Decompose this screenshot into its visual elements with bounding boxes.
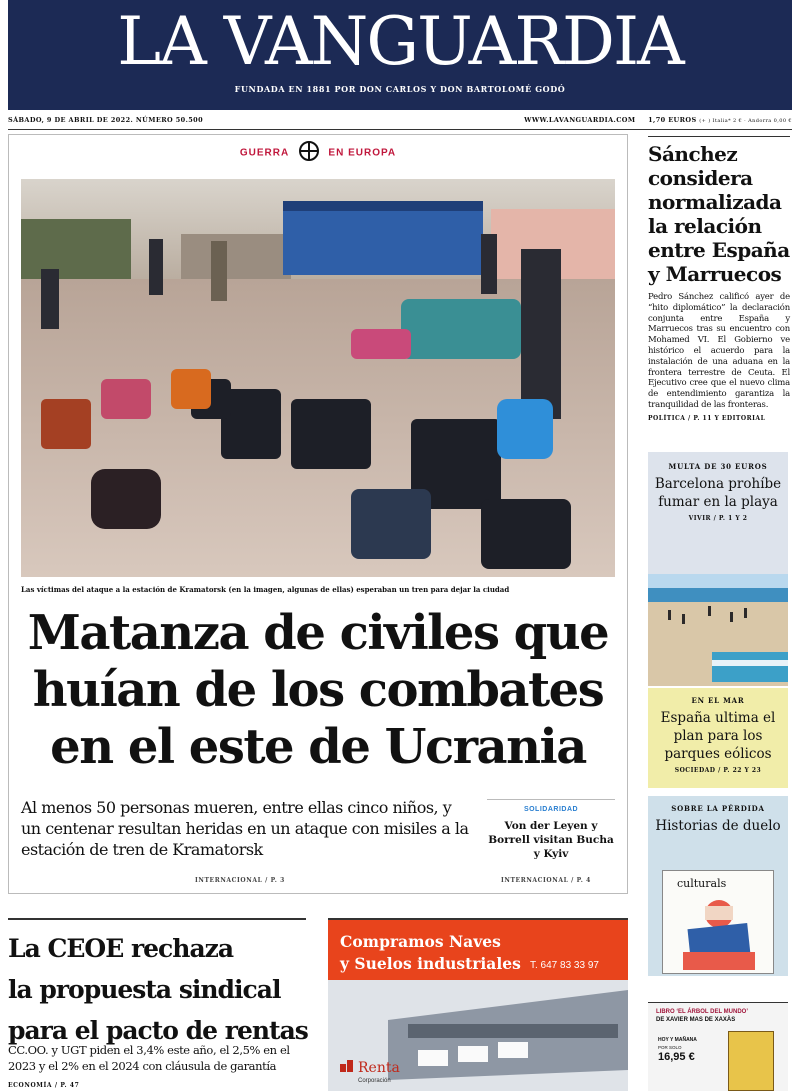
book-ad-line: HOY Y MAÑANA (658, 1037, 697, 1043)
main-ref[interactable]: INTERNACIONAL / P. 3 (195, 877, 285, 884)
divider (648, 136, 790, 137)
divider (8, 129, 792, 130)
solidaridad-text: Von der Leyen y Borrell visitan Bucha y Kyiv (488, 820, 614, 860)
headline-line: la propuesta sindical (8, 975, 281, 1004)
ad-line: Compramos Naves (340, 932, 501, 951)
price: 1,70 EUROS (648, 116, 697, 124)
headline-line: Matanza de civiles que (27, 605, 609, 661)
card-title: Barcelona prohíbe fumar en la playa (654, 476, 782, 510)
book-ad-line: LIBRO ‘EL ÁRBOL DEL MUNDO’ (656, 1009, 749, 1015)
ad-phone: T. 647 83 33 97 (530, 960, 599, 971)
photo-caption (21, 585, 615, 594)
section-label-right: EN EUROPA (328, 147, 397, 159)
renta-ad[interactable] (328, 918, 628, 1091)
sanchez-headline: Sánchez considera normalizada la relación entre España y Marruecos (648, 142, 790, 286)
sanchez-ref: POLÍTICA / P. 11 Y EDITORIAL (648, 414, 766, 422)
card-title: Historias de duelo (655, 818, 781, 834)
solidaridad-box[interactable] (487, 799, 615, 861)
main-story (8, 134, 628, 894)
book-ad-line: POR SOLO (658, 1045, 682, 1050)
main-deck: Al menos 50 personas mueren, entre ellas cinco niños, y un centenar resultan heridas en un ataque con misiles a la estación de tren de Kramatorsk (21, 798, 469, 859)
sanchez-story[interactable] (648, 142, 790, 422)
newspaper-logo[interactable]: LA VANGUARDIA (117, 3, 683, 80)
card-mar[interactable] (648, 688, 788, 788)
book-price: 16,95 € (658, 1051, 695, 1063)
card-kicker: EN EL MAR (691, 696, 745, 705)
main-photo[interactable] (21, 179, 615, 577)
dateline (8, 116, 792, 128)
card-kicker: SOBRE LA PÉRDIDA (671, 804, 765, 813)
card-perdida[interactable] (648, 796, 788, 976)
website-link[interactable]: WWW.LAVANGUARDIA.COM (524, 116, 636, 124)
card-ref: SOCIEDAD / P. 22 Y 23 (674, 767, 762, 774)
globe-icon (299, 141, 319, 161)
headline-line: huían de los combates (32, 662, 604, 718)
ad-brand-sub: Corporación (358, 1078, 391, 1084)
ad-brand: Renta (358, 1060, 400, 1076)
headline-line: La CEOE rechaza (8, 934, 234, 963)
beach-photo (648, 574, 788, 686)
sidebar-ref[interactable]: INTERNACIONAL / P. 4 (501, 877, 591, 884)
card-ref: VIVIR / P. 1 Y 2 (688, 515, 748, 522)
card-multa[interactable] (648, 452, 788, 574)
ad-banner (328, 920, 628, 980)
divider (8, 918, 306, 920)
renta-logo-icon (340, 1060, 354, 1072)
ceoe-deck: CC.OO. y UGT piden el 3,4% este año, el 2,5% en el 2023 y el 2% en el 2024 con cláusula de garantía (8, 1043, 290, 1073)
headline-line: para el pacto de rentas (8, 1016, 308, 1045)
section-label-left: GUERRA (239, 147, 289, 159)
founded-line: FUNDADA EN 1881 POR DON CARLOS Y DON BARTOLOMÉ GODÓ (234, 84, 566, 94)
main-headline[interactable] (21, 605, 615, 776)
issue-date: SÁBADO, 9 DE ABRIL DE 2022. NÚMERO 50.500 (8, 116, 204, 124)
masthead (8, 0, 792, 110)
card-kicker: MULTA DE 30 EUROS (668, 462, 768, 471)
sanchez-body: Pedro Sánchez calificó ayer de “hito diplomático” la declaración conjunta entre España y Marruecos tras su encuentro con Mohamed VI. El Gobierno ve histórico el acuerdo para la instalación de una aduana en la frontera terrestre de Ceuta. El Ejecutivo cree que el nuevo clima de entendimiento garantiza la tranquilidad de las fronteras. (648, 292, 790, 410)
price-detail: (+ ) Italia* 2 € · Andorra 0,00 € (699, 118, 792, 124)
ceoe-headline[interactable] (8, 928, 308, 1051)
book-ad-line: DE XAVIER MAS DE XAXÀS (656, 1017, 736, 1023)
card-title: España ultima el plan para los parques eólicos (660, 710, 776, 762)
solidaridad-kicker: SOLIDARIDAD (523, 806, 579, 813)
ceoe-ref[interactable]: ECONOMÍA / P. 47 (8, 1082, 80, 1089)
culturals-magazine[interactable] (662, 870, 774, 974)
caption-text: Las víctimas del ataque a la estación de Kramatorsk (en la imagen, algunas de ellas) esperaban un tren para dejar la ciudad (21, 585, 510, 594)
ad-line: y Suelos industriales (340, 954, 521, 973)
dateline-right (524, 116, 792, 124)
headline-line: en el este de Ucrania (50, 719, 586, 775)
section-tag (9, 143, 627, 163)
reader-illustration-icon (663, 890, 775, 970)
magazine-title: culturals (677, 877, 727, 890)
book-ad[interactable] (648, 1002, 788, 1091)
book-cover-icon (728, 1031, 774, 1091)
